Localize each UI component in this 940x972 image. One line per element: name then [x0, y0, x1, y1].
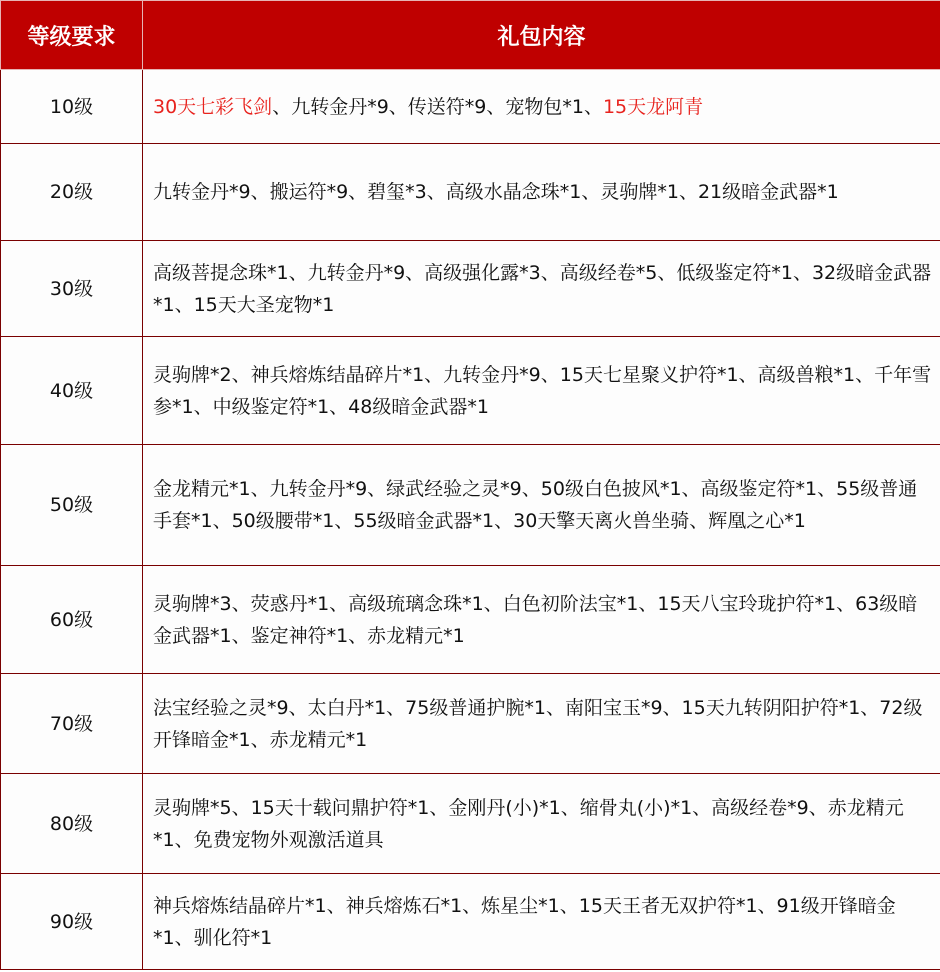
- level-cell: 80级: [1, 774, 143, 874]
- content-part: 灵驹牌*3、荧惑丹*1、高级琉璃念珠*1、白色初阶法宝*1、15天八宝玲珑护符*1、63级暗金武器*1、鉴定神符*1、赤龙精元*1: [153, 592, 918, 647]
- content-part: 九转金丹*9、搬运符*9、碧玺*3、高级水晶念珠*1、灵驹牌*1、21级暗金武器*1: [153, 181, 839, 203]
- content-cell: [143, 445, 940, 566]
- header-row: [1, 1, 940, 70]
- content-cell: [143, 241, 940, 337]
- content-part-highlight: 15天龙阿青: [602, 95, 704, 118]
- content-part: 高级菩提念珠*1、九转金丹*9、高级强化露*3、高级经卷*5、低级鉴定符*1、32级暗金武器*1、15天大圣宠物*1: [153, 261, 932, 316]
- table-row: [1, 445, 940, 566]
- header-level: 等级要求: [1, 1, 143, 70]
- content-part: 神兵熔炼结晶碎片*1、神兵熔炼石*1、炼星尘*1、15天王者无双护符*1、91级开锋暗金*1、驯化符*1: [153, 894, 896, 949]
- content-cell: [143, 774, 940, 874]
- level-cell: 50级: [1, 445, 143, 566]
- level-cell: 30级: [1, 241, 143, 337]
- table-row: [1, 774, 940, 874]
- level-cell: 10级: [1, 70, 143, 144]
- content-cell: [143, 337, 940, 445]
- header-content: 礼包内容: [143, 1, 940, 70]
- table-row: [1, 337, 940, 445]
- level-cell: 90级: [1, 874, 143, 970]
- content-part: 灵驹牌*5、15天十载问鼎护符*1、金刚丹(小)*1、缩骨丸(小)*1、高级经卷*9、赤龙精元*1、免费宠物外观激活道具: [153, 796, 904, 851]
- level-cell: 40级: [1, 337, 143, 445]
- table-row: [1, 241, 940, 337]
- content-cell: [143, 874, 940, 970]
- level-cell: 20级: [1, 144, 143, 241]
- content-cell: [143, 144, 940, 241]
- content-cell: [143, 566, 940, 674]
- level-cell: 70级: [1, 674, 143, 774]
- content-part: 、九转金丹*9、传送符*9、宠物包*1、: [272, 95, 603, 118]
- table-row: [1, 70, 940, 144]
- content-cell: [143, 674, 940, 774]
- level-cell: 60级: [1, 566, 143, 674]
- table-row: [1, 874, 940, 970]
- table-row: [1, 144, 940, 241]
- table-row: [1, 566, 940, 674]
- content-cell: [143, 70, 940, 144]
- content-part-highlight: 30天七彩飞剑: [153, 95, 273, 118]
- content-part: 法宝经验之灵*9、太白丹*1、75级普通护腕*1、南阳宝玉*9、15天九转阴阳护符*1、72级开锋暗金*1、赤龙精元*1: [153, 696, 923, 751]
- content-part: 金龙精元*1、九转金丹*9、绿武经验之灵*9、50级白色披风*1、高级鉴定符*1、55级普通手套*1、50级腰带*1、55级暗金武器*1、30天擎天离火兽坐骑、辉凰之心*1: [153, 478, 918, 532]
- content-part: 灵驹牌*2、神兵熔炼结晶碎片*1、九转金丹*9、15天七星聚义护符*1、高级兽粮*1、千年雪参*1、中级鉴定符*1、48级暗金武器*1: [153, 363, 932, 418]
- table-row: [1, 674, 940, 774]
